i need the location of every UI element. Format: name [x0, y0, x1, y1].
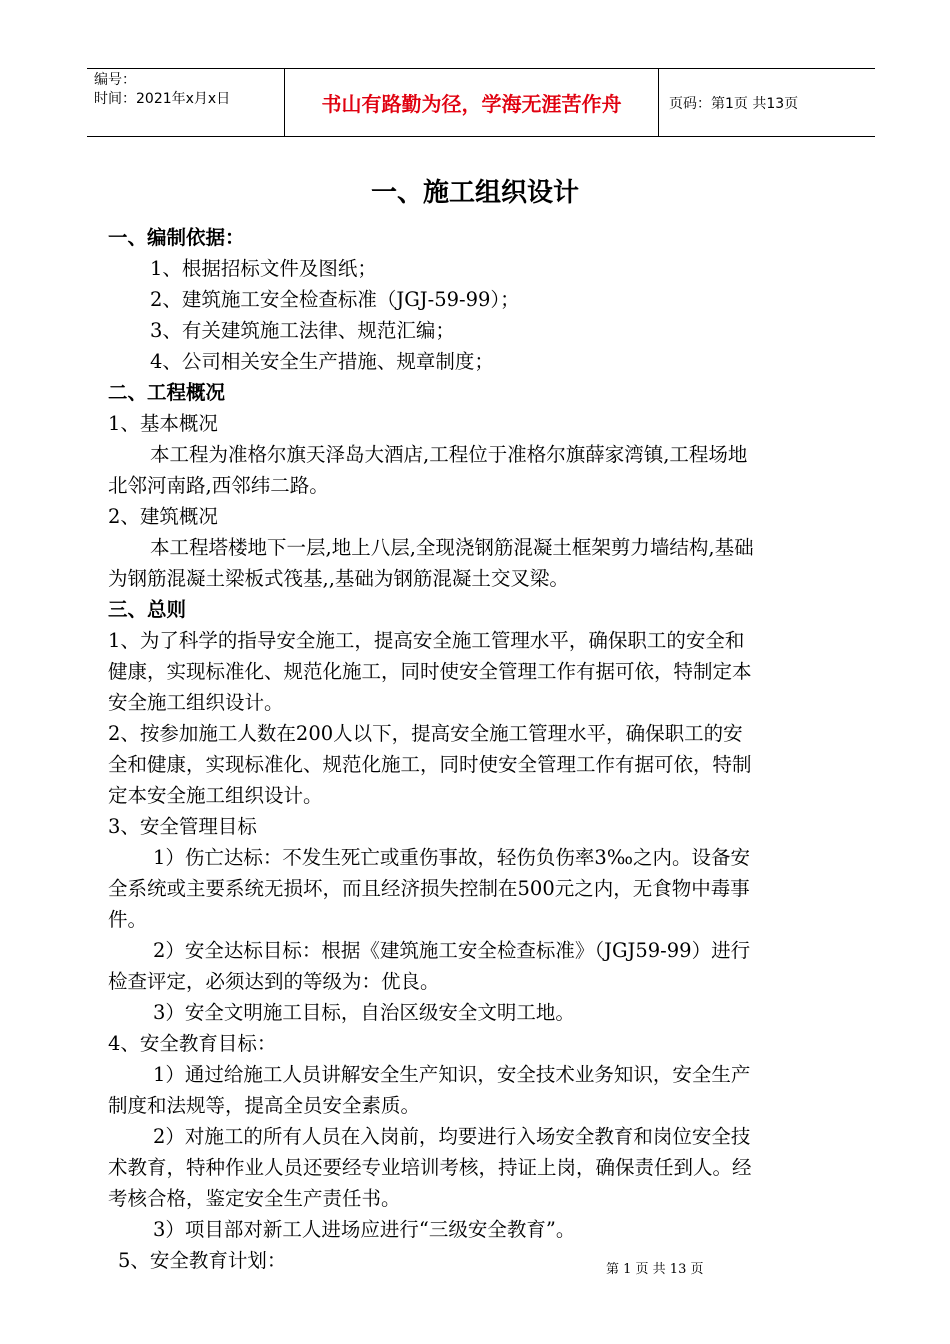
header-page-info: 页码：第1页 共13页 [669, 95, 799, 112]
paragraph-line: 2）安全达标目标：根据《建筑施工安全检查标准》（JGJ59-99）进行 [153, 939, 751, 962]
paragraph-line: 全系统或主要系统无损坏，而且经济损失控制在500元之内，无食物中毒事 [108, 877, 750, 900]
subheading: 1、基本概况 [108, 412, 218, 435]
paragraph-line: 1）伤亡达标：不发生死亡或重伤事故，轻伤负伤率3‰之内。设备安 [153, 846, 750, 869]
paragraph-line: 检查评定，必须达到的等级为：优良。 [108, 970, 440, 993]
paragraph-line: 3）项目部对新工人进场应进行“三级安全教育”。 [153, 1218, 576, 1241]
list-item: 3、有关建筑施工法律、规范汇编； [150, 319, 455, 342]
paragraph-line: 制度和法规等，提高全员安全素质。 [108, 1094, 421, 1117]
paragraph-line: 健康，实现标准化、规范化施工，同时使安全管理工作有据可依，特制定本 [108, 660, 752, 683]
list-item: 2、建筑施工安全检查标准（JGJ-59-99）； [150, 288, 520, 311]
list-item: 4、公司相关安全生产措施、规章制度； [150, 350, 494, 373]
paragraph-line: 考核合格，鉴定安全生产责任书。 [108, 1187, 401, 1210]
date-label: 时间：2021年x月x日 [94, 91, 231, 107]
paragraph-line: 本工程塔楼地下一层,地上八层,全现浇钢筋混凝土框架剪力墙结构,基础 [150, 536, 754, 559]
paragraph-line: 术教育，特种作业人员还要经专业培训考核，持证上岗，确保责任到人。经 [108, 1156, 752, 1179]
header-table [87, 68, 875, 137]
paragraph-line: 3）安全文明施工目标，自治区级安全文明工地。 [153, 1001, 575, 1024]
subheading: 3、安全管理目标 [108, 815, 257, 838]
page-footer: 第 1 页 共 13 页 [606, 1262, 704, 1277]
subheading: 4、安全教育目标： [108, 1032, 277, 1055]
paragraph-line: 安全施工组织设计。 [108, 691, 284, 714]
paragraph-line: 2、按参加施工人数在200人以下，提高安全施工管理水平，确保职工的安 [108, 722, 743, 745]
header-meta-cell [87, 69, 285, 136]
section-heading: 一、编制依据： [108, 226, 245, 249]
list-item: 1、根据招标文件及图纸； [150, 257, 377, 280]
paragraph-line: 北邻河南路,西邻纬二路。 [108, 474, 329, 497]
paragraph-line: 件。 [108, 908, 148, 931]
paragraph-line: 为钢筋混凝土梁板式筏基,,基础为钢筋混凝土交叉梁。 [108, 567, 569, 590]
subheading: 2、建筑概况 [108, 505, 218, 528]
section-heading: 二、工程概况 [108, 381, 226, 404]
header-motto: 书山有路勤为径，学海无涯苦作舟 [285, 69, 659, 136]
paragraph-line: 定本安全施工组织设计。 [108, 784, 323, 807]
paragraph-line: 1、为了科学的指导安全施工，提高安全施工管理水平，确保职工的安全和 [108, 629, 745, 652]
subheading: 5、安全教育计划： [118, 1249, 287, 1272]
number-label: 编号： [94, 72, 136, 88]
paragraph-line: 1）通过给施工人员讲解安全生产知识，安全技术业务知识，安全生产 [153, 1063, 751, 1086]
section-heading: 三、总则 [108, 598, 187, 621]
paragraph-line: 本工程为准格尔旗天泽岛大酒店,工程位于准格尔旗薛家湾镇,工程场地 [150, 443, 748, 466]
document-title: 一、施工组织设计 [370, 178, 579, 208]
paragraph-line: 2）对施工的所有人员在入岗前，均要进行入场安全教育和岗位安全技 [153, 1125, 751, 1148]
paragraph-line: 全和健康，实现标准化、规范化施工，同时使安全管理工作有据可依，特制 [108, 753, 752, 776]
